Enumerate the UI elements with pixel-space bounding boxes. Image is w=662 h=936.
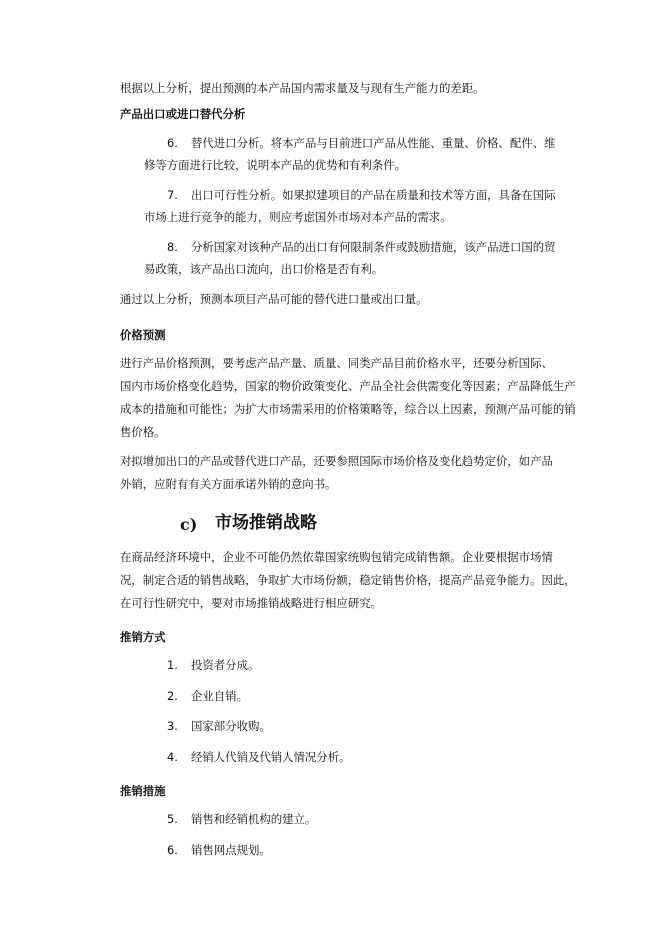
list-item	[167, 658, 259, 672]
list-number: 4.	[167, 750, 178, 764]
text-line: 售价格。	[120, 425, 166, 439]
heading-price-forecast: 价格预测	[120, 328, 166, 342]
list-item-continuation: 易政策，该产品出口流向，出口价格是否有利。	[144, 262, 384, 276]
heading-sales-methods: 推销方式	[120, 630, 166, 644]
heading-sales-measures: 推销措施	[120, 784, 166, 798]
list-item	[167, 750, 350, 764]
list-text: 经销人代销及代销人情况分析。	[191, 750, 351, 764]
text-line: 在可行性研究中，要对市场推销战略进行相应研究。	[120, 596, 382, 610]
text-line: 在商品经济环境中，企业不可能仍然依靠国家统购包销完成销售额。企业要根据市场情	[120, 550, 553, 564]
paragraph-demand-gap: 根据以上分析，提出预测的本产品国内需求量及与现有生产能力的差距。	[120, 81, 485, 95]
list-item	[167, 136, 556, 150]
list-number: 1.	[167, 658, 178, 672]
list-text: 投资者分成。	[191, 658, 260, 672]
list-number: 5.	[167, 812, 178, 826]
section-label: c)	[180, 515, 198, 534]
list-text: 企业自销。	[191, 689, 248, 703]
list-number: 6.	[167, 136, 178, 150]
list-item-continuation: 修等方面进行比较，说明本产品的优势和有利条件。	[144, 158, 406, 172]
list-item	[167, 812, 316, 826]
list-number: 2.	[167, 689, 178, 703]
list-item	[167, 689, 248, 703]
section-title: 市场推销战略	[215, 513, 317, 533]
paragraph-export-summary: 通过以上分析，预测本项目产品可能的替代进口量或出口量。	[120, 292, 428, 306]
list-text: 出口可行性分析。如果拟建项目的产品在质量和技术等方面，具备在国际	[191, 188, 556, 202]
heading-export-analysis: 产品出口或进口替代分析	[120, 107, 246, 121]
text-line: 外销，应附有有关方面承诺外销的意向书。	[120, 477, 337, 491]
list-number: 8.	[167, 240, 178, 254]
text-line: 况，制定合适的销售战略，争取扩大市场份额，稳定销售价格，提高产品竞争能力。因此，	[120, 573, 576, 587]
list-text: 分析国家对该种产品的出口有何限制条件或鼓励措施，该产品进口国的贸	[191, 240, 556, 254]
text-line: 国内市场价格变化趋势，国家的物价政策变化、产品全社会供需变化等因素；产品降低生产	[120, 379, 576, 393]
list-item	[167, 240, 556, 254]
list-item	[167, 719, 271, 733]
list-item-continuation: 市场上进行竞争的能力，则应考虑国外市场对本产品的需求。	[144, 210, 452, 224]
list-number: 7.	[167, 188, 178, 202]
text-line: 进行产品价格预测，要考虑产品产量、质量、同类产品目前价格水平，还要分析国际、	[120, 356, 553, 370]
list-number: 6.	[167, 843, 178, 857]
list-text: 销售网点规划。	[191, 843, 271, 857]
list-item	[167, 188, 556, 202]
list-text: 销售和经销机构的建立。	[191, 812, 317, 826]
list-item	[167, 843, 271, 857]
list-number: 3.	[167, 719, 178, 733]
text-line: 对拟增加出口的产品或替代进口产品，还要参照国际市场价格及变化趋势定价，如产品	[120, 454, 553, 468]
text-line: 成本的措施和可能性；为扩大市场需采用的价格策略等，综合以上因素，预测产品可能的销	[120, 402, 576, 416]
list-text: 国家部分收购。	[191, 719, 271, 733]
list-text: 替代进口分析。将本产品与目前进口产品从性能、重量、价格、配件、维	[191, 136, 556, 150]
